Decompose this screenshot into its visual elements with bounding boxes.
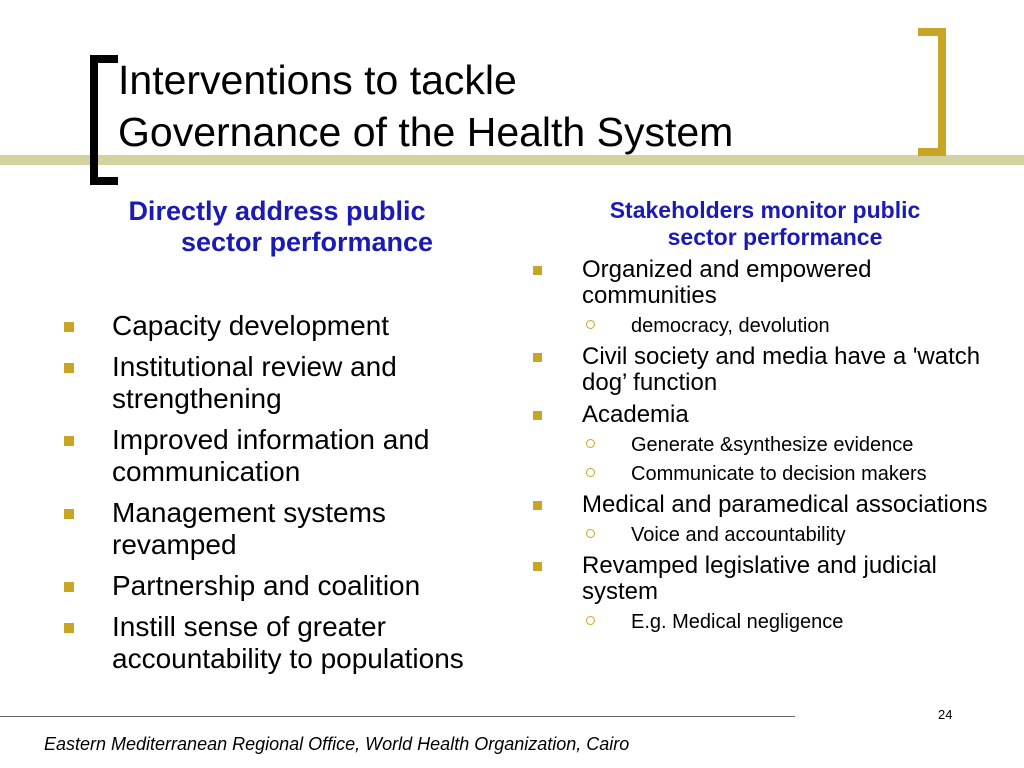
right-heading-line-1: Stakeholders monitor public — [609, 197, 921, 223]
square-bullet-icon — [64, 322, 74, 332]
list-item — [62, 424, 502, 488]
left-heading-line-1: Directly address public — [128, 196, 426, 226]
sub-item-text: Communicate to decision makers — [631, 463, 927, 485]
list-item-text: Revamped legislative and judicial system — [582, 552, 937, 605]
list-item-text: Academia — [582, 401, 689, 428]
list-item-text: Capacity development — [112, 310, 390, 341]
right-heading-line-2: sector performance — [667, 224, 883, 250]
list-item-text: Civil society and media have a 'watch dog’ function — [582, 343, 981, 396]
list-item-text: Institutional review and strengthening — [112, 351, 397, 414]
list-item-text: Partnership and coalition — [112, 570, 421, 601]
right-bracket-decoration — [918, 28, 946, 156]
list-item — [530, 257, 1000, 338]
list-item-main — [530, 402, 1000, 428]
footer-divider — [0, 716, 795, 717]
right-column-heading — [555, 197, 975, 251]
circle-bullet-icon — [586, 529, 595, 538]
square-bullet-icon — [64, 509, 74, 519]
left-bracket-decoration — [90, 55, 118, 185]
list-item — [62, 351, 502, 415]
circle-bullet-icon — [586, 439, 595, 448]
list-item — [62, 497, 502, 561]
square-bullet-icon — [64, 436, 74, 446]
square-bullet-icon — [64, 363, 74, 373]
title-line-1: Interventions to tackle — [118, 57, 517, 103]
page-number: 24 — [938, 707, 953, 722]
sub-list-item — [530, 463, 1000, 486]
sub-item-text: Voice and accountability — [631, 524, 846, 546]
sub-item-text: Generate &synthesize evidence — [631, 434, 914, 456]
square-bullet-icon — [533, 411, 542, 420]
circle-bullet-icon — [586, 468, 595, 477]
circle-bullet-icon — [586, 320, 595, 329]
left-column-heading — [72, 196, 482, 258]
list-item-main — [530, 257, 1000, 309]
list-item — [530, 402, 1000, 486]
list-item-text: Instill sense of greater accountability to populations — [112, 611, 464, 674]
list-item — [530, 344, 1000, 396]
sub-item-text: E.g. Medical negligence — [631, 611, 844, 633]
title-line-2: Governance of the Health System — [118, 109, 734, 155]
list-item-main — [530, 344, 1000, 396]
square-bullet-icon — [533, 353, 542, 362]
footer-text: Eastern Mediterranean Regional Office, World Health Organization, Cairo — [44, 734, 630, 754]
square-bullet-icon — [64, 623, 74, 633]
list-item-main — [530, 492, 1000, 518]
sub-list-item — [530, 434, 1000, 457]
list-item — [62, 611, 502, 675]
list-item-text: Medical and paramedical associations — [582, 491, 988, 518]
sub-list-item — [530, 611, 1000, 634]
right-bullet-list — [530, 257, 1000, 640]
square-bullet-icon — [533, 266, 542, 275]
square-bullet-icon — [533, 562, 542, 571]
list-item — [530, 553, 1000, 634]
list-item — [62, 570, 502, 602]
sub-list-item — [530, 524, 1000, 547]
left-heading-line-2: sector performance — [180, 227, 434, 257]
sub-item-text: democracy, devolution — [631, 315, 830, 337]
circle-bullet-icon — [586, 616, 595, 625]
list-item-text: Organized and empowered communities — [582, 256, 872, 309]
list-item-main — [530, 553, 1000, 605]
slide-title — [118, 54, 918, 158]
list-item — [530, 492, 1000, 547]
square-bullet-icon — [64, 582, 74, 592]
sub-list-item — [530, 315, 1000, 338]
list-item-text: Management systems revamped — [112, 497, 386, 560]
list-item — [62, 310, 502, 342]
list-item-text: Improved information and communication — [112, 424, 430, 487]
square-bullet-icon — [533, 501, 542, 510]
left-bullet-list — [62, 310, 502, 684]
